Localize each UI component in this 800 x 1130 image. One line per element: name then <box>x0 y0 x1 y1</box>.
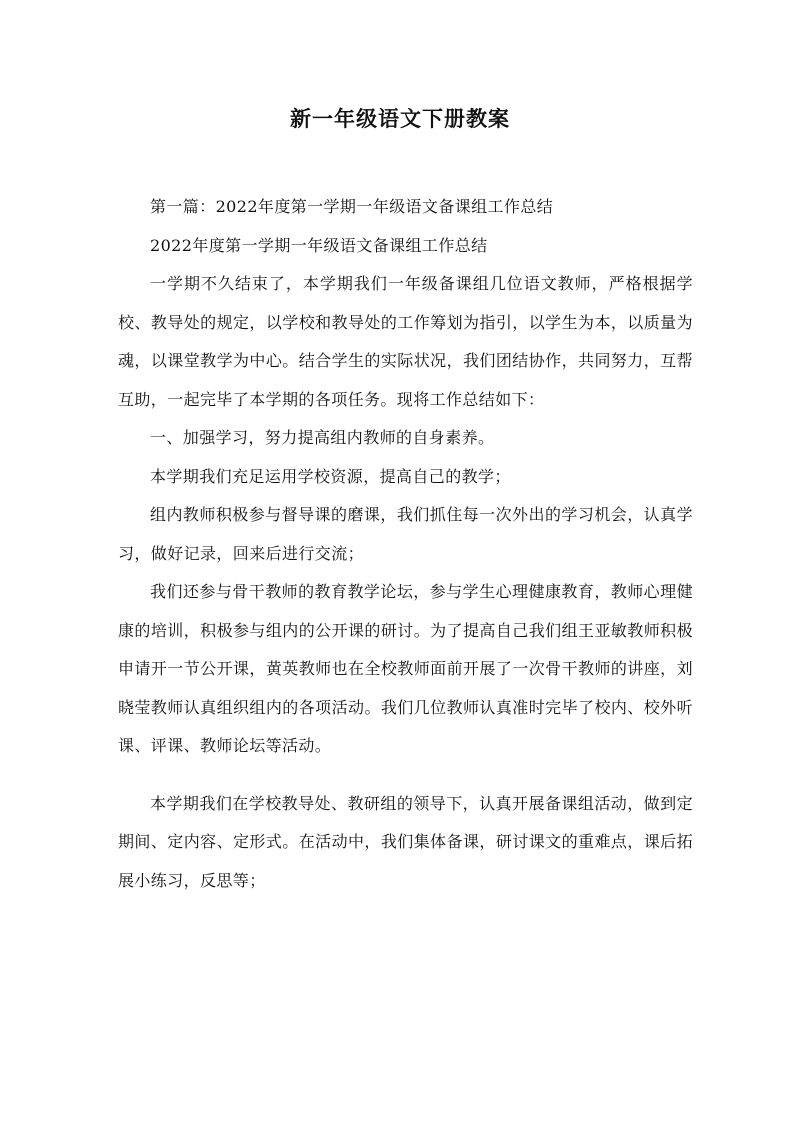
paragraph-intro: 一学期不久结束了，本学期我们一年级备课组几位语文教师，严格根据学校、教导处的规定，以学校和教导处的工作筹划为指引，以学生为本，以质量为魂，以课堂教学为中心。结合学生的实际状况，我们团结协作，共同努力，互帮互助，一起完毕了本学期的各项任务。现将工作总结如下： <box>118 274 693 409</box>
paragraph: 组内教师积极参与督导课的磨课，我们抓住每一次外出的学习机会，认真学习，做好记录，回来后进行交流； <box>118 505 693 563</box>
document-body <box>118 188 693 900</box>
document-title: 新一年级语文下册教案 <box>290 106 510 131</box>
paragraph: 本学期我们在学校教导处、教研组的领导下，认真开展备课组活动，做到定期间、定内容、定形式。在活动中，我们集体备课，研讨课文的重难点，课后拓展小练习，反思等； <box>118 793 693 890</box>
paragraph: 本学期我们充足运用学校资源，提高自己的教学； <box>150 466 511 486</box>
paragraph: 我们还参与骨干教师的教育教学论坛，参与学生心理健康教育，教师心理健康的培训，积极参与组内的公开课的研讨。为了提高自己我们组王亚敏教师积极申请开一节公开课，黄英教师也在全校教师面前开展了一次骨干教师的讲座，刘晓莹教师认真组织组内的各项活动。我们几位教师认真准时完毕了校内、校外听课、评课、教师论坛等活动。 <box>118 582 693 755</box>
paragraph-heading-one: 一、加强学习，努力提高组内教师的自身素养。 <box>150 428 495 447</box>
paragraph-section-heading: 第一篇：2022年度第一学期一年级语文备课组工作总结 <box>150 197 554 216</box>
paragraph-subtitle: 2022年度第一学期一年级语文备课组工作总结 <box>150 235 488 255</box>
